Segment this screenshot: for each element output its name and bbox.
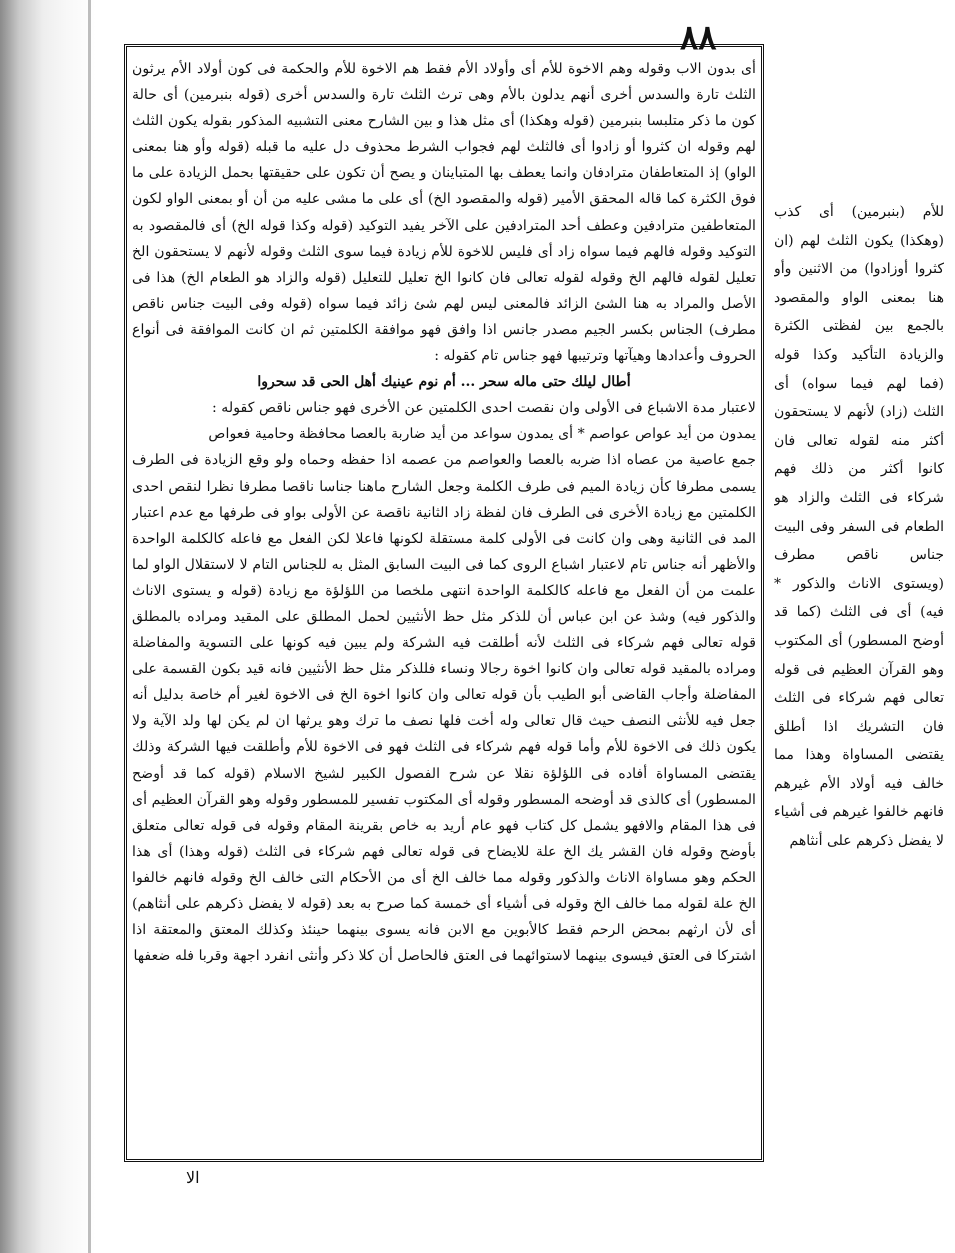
poetry-verse-2: يمدون من أيد عواص عواصم * أى يمدون سواعد من أيد ضاربة بالعصا محافظة وحامية فعواص: [208, 426, 756, 443]
main-paragraph-1: أى بدون الاب وقوله وهم الاخوة للأم أى وأولاد الأم فقط هم الاخوة للأم والحكمة فى كون أولاد الأم يرثون الثلث تارة والسدس أخرى أنهم يدلون بالأم وهى ترث الثلث تارة والسدس أخرى (قوله بنبرمين) أى حالة كون ما ذكر متلبسا بنبرمين (قوله وهكذا) أى مثل هذا و بين الشارح معنى التشبيه المذكور بقوله يكون الثلث لهم وقوله ان كثروا أو زادوا أى فالثلث لهم فجواب الشرط محذوف دل عليه ما قبله (قوله وأو هنا بمعنى الواو) إذ المتعاطفان مترادفان وانما يعطف بها المتباينان و يصح أن تكون على حقيقتها بحمل الزيادة على ما فوق الكثرة كما قاله المحقق الأمير (قوله والمقصود الخ) أى على ما مشى عليه من أن أو بمعنى الواو لكون المتعاطفين مترادفين وعطف أحد المترادفين على الآخر يفيد التوكيد (قوله وكذا قوله الخ) أى فالمقصود به التوكيد وقوله فالهم فيما سواه زاد أى فليس للاخوة للأم زيادة فيما سوى الثلث وقوله لأنهم لا يستحقون الخ تعليل لقوله فالهم الخ وقوله لقوله تعالى فان كانوا الخ تعليل للتعليل (قوله والزاد هو الطعام الخ) هذا فى الأصل والمراد به هنا الشئ الزائد فالمعنى ليس لهم شئ زائد فيما سواه (قوله وفى البيت جناس ناقص مطرف) الجناس بكسر الجيم مصدر جانس اذا وافق فهو موافقة الكلمتين ثم ان كانت الموافقة فى أنواع الحروف وأعدادها وهيآتها وترتيبها فهو جناس تام كقوله :: [132, 61, 756, 365]
catchword: الا: [186, 1168, 200, 1187]
binding-edge-line: [88, 0, 91, 1253]
book-binding-shadow: [0, 0, 96, 1253]
page-number: ٨٨: [680, 18, 717, 58]
margin-commentary: [774, 198, 944, 998]
margin-commentary-text: للأم (بنبرمين) أى كذب (وهكذا) يكون الثلث لهم (ان كثروا أوزادوا) من الاثنين وأو هنا بمعنى الواو والمقصود بالجمع بين لفظتى الكثرة والزيادة التأكيد وكذا قوله (فما لهم فيما سواه) أى الثلث (زاد) لأنهم لا يستحقون أكثر منه لقوله تعالى فان كانوا أكثر من ذلك فهم شركاء فى الثلث والزاد هو الطعام فى السفر وفى البيت جناس ناقص مطرف (ويستوى الاناث والذكور * فيه) أى فى الثلث (كما قد أوضح المسطور) أى المكتوب وهو القرآن العظيم فى قوله تعالى فهم شركاء فى الثلث فان التشريك اذا أطلق يقتضى المساواة وهذا مما خالف فيه أولاد الأم غيرهم فانهم خالفوا غيرهم فى أشياء لا يفضل ذكرهم على أنثاهم: [774, 204, 944, 850]
main-paragraph-3: جمع عاصية من عصاه اذا ضربه بالعصا والعواصم من عصمه اذا حفظه وحماه ولو وقع الزيادة فى الطرف يسمى مطرفا كأن زيادة الميم فى طرف الكلمة وجعل الشارح ماهنا جناسا ناقصا مطرفا نظرا لنقص احدى الكلمتين مع زيادة الأخرى فى الطرف فان لفظة زاد الثانية ناقصة عن الأولى بواو فى طرفها مع عدم اعتبار المد فى الثانية وهى وان كانت فى الأولى كلمة مستقلة لكونها فاعلا لكن الفعل مع فاعله كالكلمة الواحدة والأظهر أنه جناس تام لاعتبار اشباع الروى كما فى البيت السابق المثل به للجناس التام لا لاستقلال الواو لما علمت من أن الفعل مع فاعله كالكلمة الواحدة انتهى ملخصا من اللؤلؤة مع زيادة (قوله و يستوى الاناث والذكور فيه) وشذ عن ابن عباس أن للذكر مثل حظ الأنثيين لحمل المطلق على المقيد ومراده بالمطلق قوله تعالى فهم شركاء فى الثلث لأنه أطلقت فيه الشركة ولم يبين فيه كونها على التسوية والمفاضلة ومراده بالمقيد قوله تعالى وان كانوا اخوة رجالا ونساء فللذكر مثل حظ الأنثيين فانه قيد بكون القسمة على المفاضلة وأجاب القاضى أبو الطيب بأن قوله تعالى وان كانوا اخوة الخ فى الاخوة لغير أم خاصة بدليل أنه جعل فيه للأنثى النصف حيث قال تعالى وله أخت فلها نصف ما ترك وهو يرثها ان لم يكن لها ولد الآية ولا يكون ذلك فى الاخوة للأم وأما قوله فهم شركاء فى الثلث فهو فى الاخوة للأم وأطلقت فيها الشركة وذلك يقتضى المساواة أفاده فى اللؤلؤة نقلا عن شرح الفصول الكبير لشيخ الاسلام (قوله كما قد أوضح المسطور) أى كالذى قد أوضحه المسطور وقوله أى المكتوب تفسير للمسطور وقوله وهو القرآن العظيم أى فى هذا المقام والافهو يشمل كل كتاب فهو عام أريد به خاص بقرينة المقام وقوله فى قوله تعالى متعلق بأوضح وقوله فان القشر يك الخ علة للايضاح فى قوله تعالى فهم شركاء فى الثلث (قوله وهذا) أى هذا الحكم وهو مساواة الاناث والذكور وقوله مما خالف الخ أى من الأحكام التى خالف الخ وقوله فانهم خالفوا الخ علة لقوله مما خالف الخ وقوله فى أشياء أى خمسة كما صرح به بعد (قوله لا يفضل ذكرهم على أنثاهم) أى لأن ارثهم بمحض الرحم فقط كالأبوين مع الابن فانه يسوى بينهما حينئذ وكذلك المعتق والمعتقة اذا اشتركا فى العتق فيسوى بينهما لاستوائهما فى العتق فالحاصل أن كلا ذكر وأنثى انفرد اجهة وقربا فله ضعفها: [132, 452, 756, 965]
poetry-verse-1: أطال ليلك حتى ماله سحر ... أم نوم عينيك أهل الحى قد سحروا: [257, 374, 631, 391]
main-paragraph-2: لاعتبار مدة الاشباع فى الأولى وان نقصت احدى الكلمتين عن الأخرى فهو جناس ناقص كقوله :: [212, 400, 756, 417]
main-text-body: [132, 56, 756, 1156]
